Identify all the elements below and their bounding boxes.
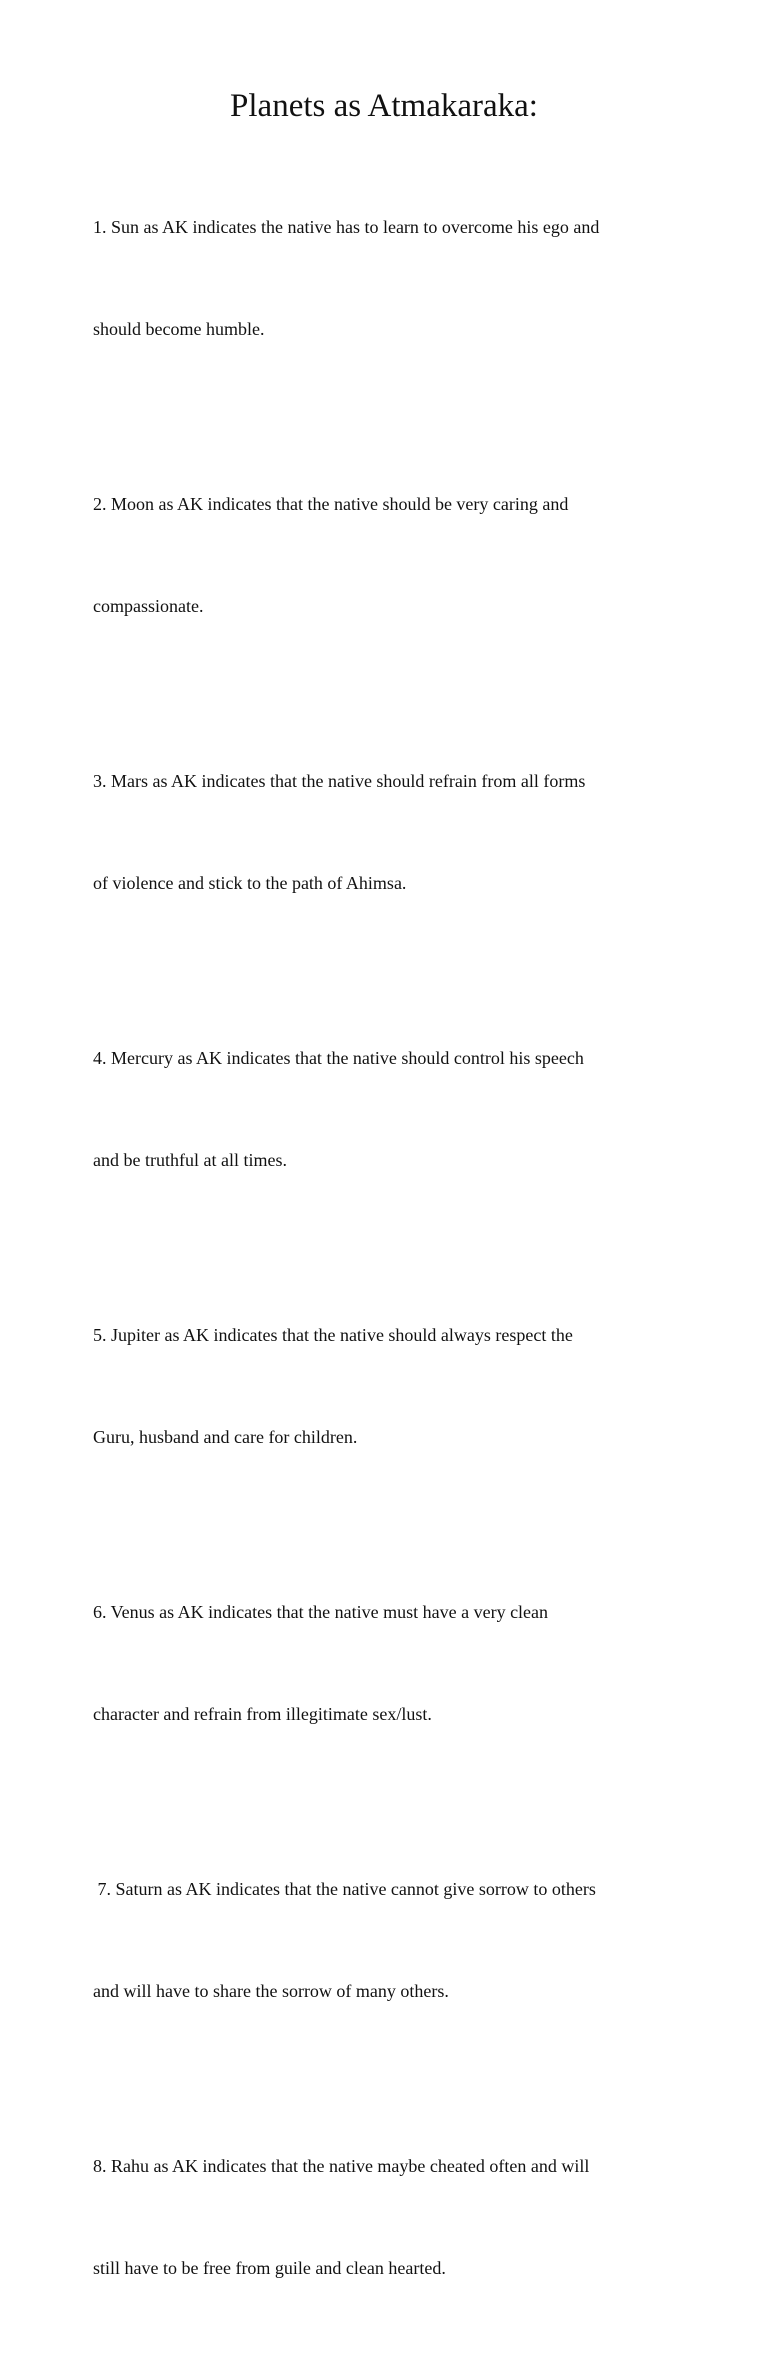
- item-line: 1. Sun as AK indicates the native has to learn to overcome his ego and: [93, 217, 600, 237]
- item-line: 6. Venus as AK indicates that the native must have a very clean: [93, 1602, 549, 1622]
- item-line: 2. Moon as AK indicates that the native should be very caring and: [93, 494, 569, 514]
- item-line: 5. Jupiter as AK indicates that the native should always respect the: [93, 1325, 573, 1345]
- item-line: 8. Rahu as AK indicates that the native maybe cheated often and will: [93, 2156, 590, 2176]
- page-title: Planets as Atmakaraka:: [230, 88, 538, 124]
- item-line: compassionate.: [93, 596, 204, 616]
- item-line: 4. Mercury as AK indicates that the native should control his speech: [93, 1048, 584, 1068]
- list-item: [93, 142, 693, 414]
- item-line: 7. Saturn as AK indicates that the native cannot give sorrow to others: [93, 1879, 596, 1899]
- list-item: [93, 696, 693, 968]
- list-item: [93, 2081, 693, 2353]
- item-line: Guru, husband and care for children.: [93, 1427, 358, 1447]
- item-line: character and refrain from illegitimate sex/lust.: [93, 1704, 432, 1724]
- item-line: still have to be free from guile and clean hearted.: [93, 2258, 446, 2278]
- item-line: of violence and stick to the path of Ahimsa.: [93, 873, 407, 893]
- list-item: [93, 1527, 693, 1799]
- item-line: and will have to share the sorrow of many others.: [93, 1981, 449, 2001]
- list-item: [93, 1804, 693, 2076]
- list-item: [93, 419, 693, 691]
- list-item: [93, 1250, 693, 1522]
- planet-list: [93, 142, 693, 2358]
- item-line: should become humble.: [93, 319, 265, 339]
- list-item: [93, 973, 693, 1245]
- item-line: 3. Mars as AK indicates that the native should refrain from all forms: [93, 771, 586, 791]
- item-line: and be truthful at all times.: [93, 1150, 287, 1170]
